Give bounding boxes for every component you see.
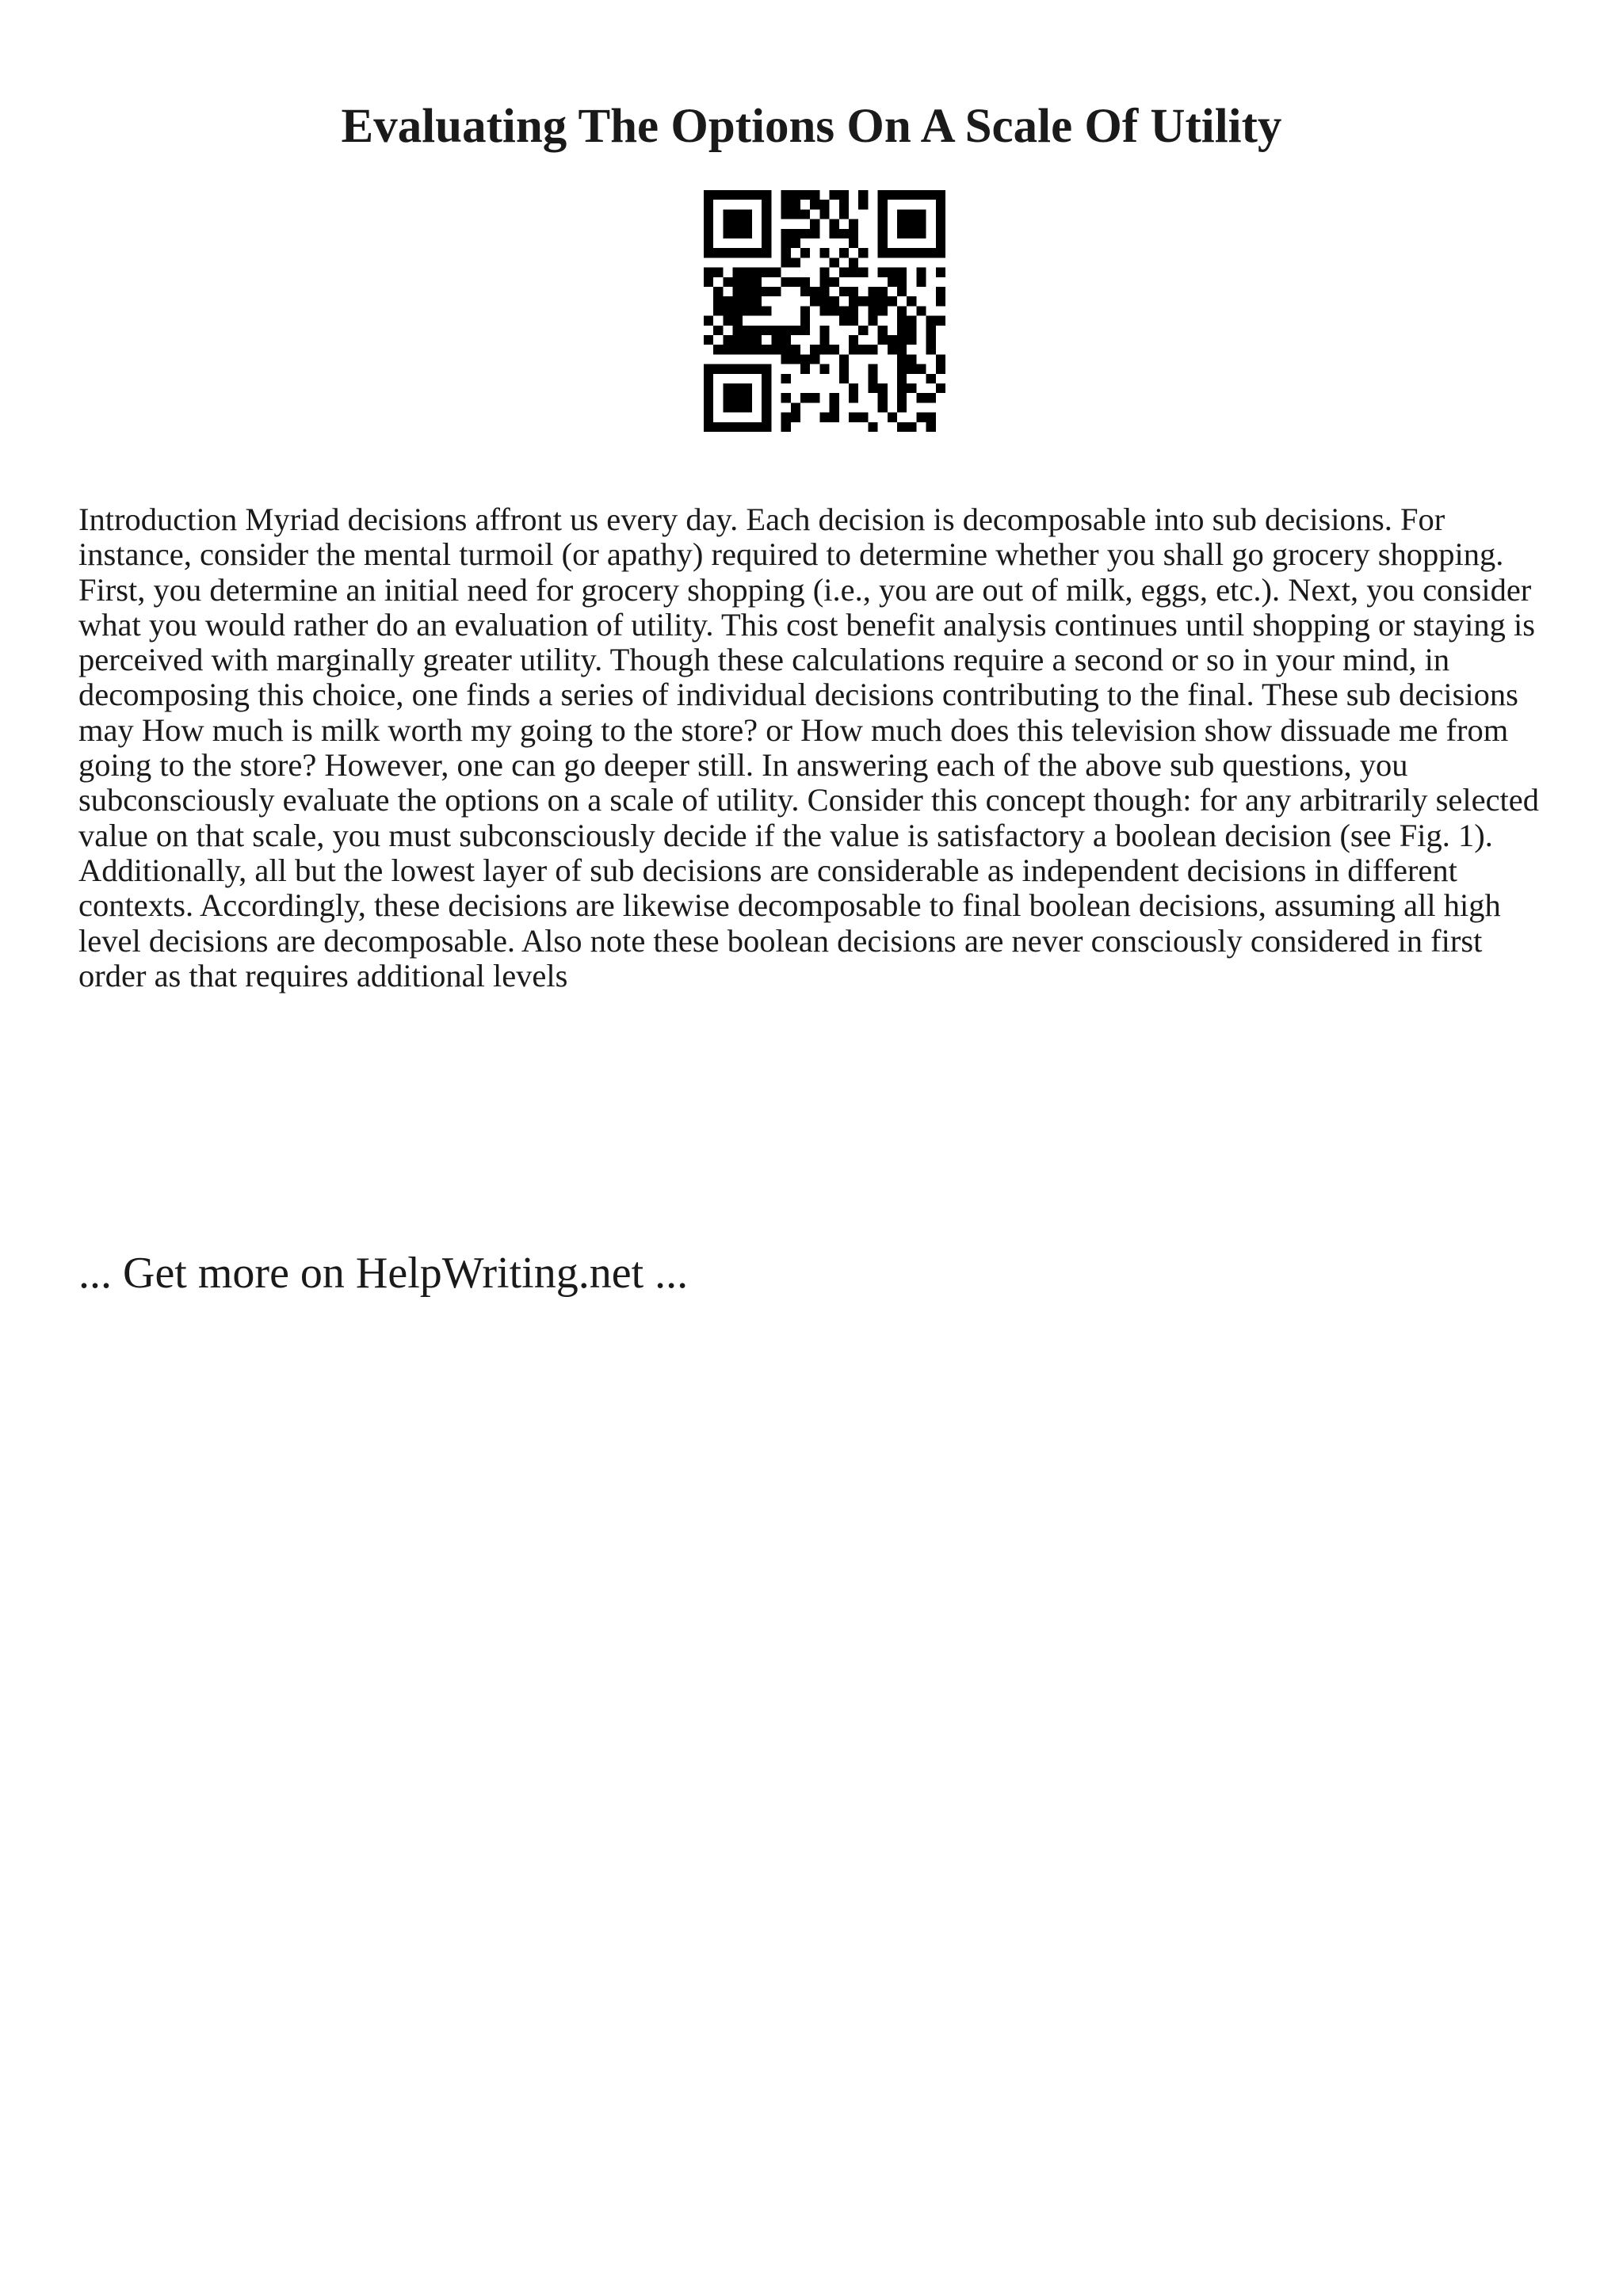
body-paragraph: Introduction Myriad decisions affront us every day. Each decision is decomposable into sub decisions. For instance, consider the mental turmoil (or apathy) required to determine whether you shall go grocery shopping. First, you determine an initial need for grocery shopping (i.e., you are out of milk, eggs, etc.). Next, you consider what you would rather do an evaluation of utility. This cost benefit analysis continues until shopping or staying is perceived with marginally greater utility. Though these calculations require a second or so in your mind, in decomposing this choice, one finds a series of individual decisions contributing to the final. These sub decisions may How much is milk worth my going to the store? or How much does this television show dissuade me from going to the store? However, one can go deeper still. In answering each of the above sub questions, you subconsciously evaluate the options on a scale of utility. Consider this concept though: for any arbitrarily selected value on that scale, you must subconsciously decide if the value is satisfactory a boolean decision (see Fig. 1). Additionally, all but the lowest layer of sub decisions are considerable as independent decisions in different contexts. Accordingly, these decisions are likewise decomposable to final boolean decisions, assuming all high level decisions are decomposable. Also note these boolean decisions are never consciously considered in first order as that requires additional levels xyxy=(78,502,1540,994)
qr-code-icon xyxy=(704,190,945,432)
page-title: Evaluating The Options On A Scale Of Utility xyxy=(341,100,1282,153)
get-more-link[interactable]: ... Get more on HelpWriting.net ... xyxy=(78,1249,689,1298)
